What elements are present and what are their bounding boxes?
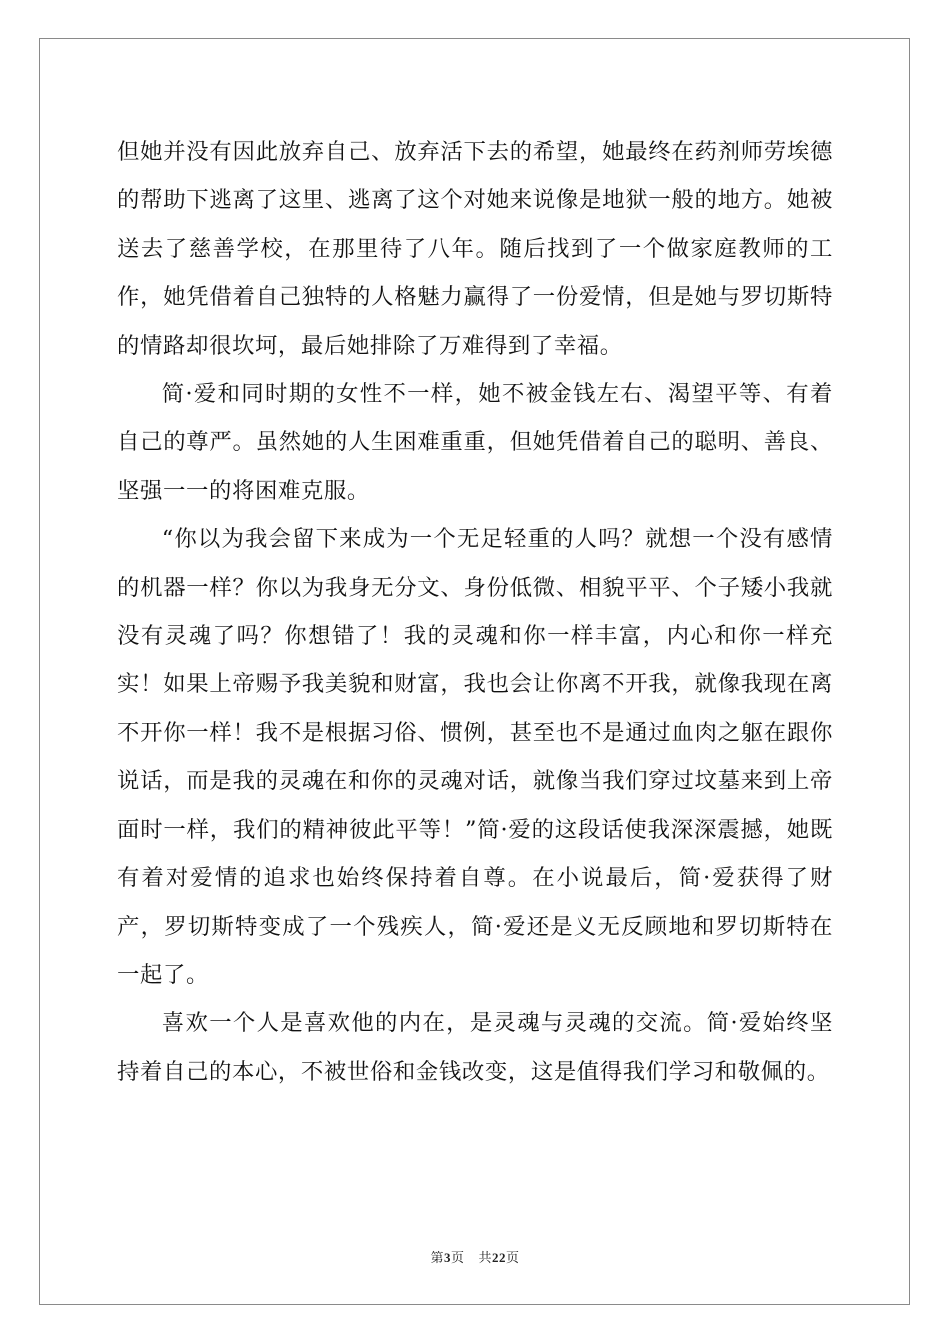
total-prefix: 共 xyxy=(478,1250,493,1265)
page-suffix: 页 xyxy=(450,1250,465,1265)
paragraph-jane-eyre-character: 简·爱和同时期的女性不一样，她不被金钱左右、渴望平等、有着自己的尊严。虽然她的人生困难重重，但她凭借着自己的聪明、善良、坚强一一的将困难克服。 xyxy=(117,381,833,504)
page-footer xyxy=(0,1247,950,1266)
page-number: 3 xyxy=(443,1250,451,1265)
paragraph-quote: “你以为我会留下来成为一个无足轻重的人吗？就想一个没有感情的机器一样？你以为我身无分文、身份低微、相貌平平、个子矮小我就没有灵魂了吗？你想错了！我的灵魂和你一样丰富，内心和你一样充实！如果上帝赐予我美貌和财富，我也会让你离不开我，就像我现在离不开你一样！我不是根据习俗、惯例，甚至也不是通过血肉之躯在跟你说话，而是我的灵魂在和你的灵魂对话，就像当我们穿过坟墓来到上帝面时一样，我们的精神彼此平等！”简·爱的这段话使我深深震撼，她既有着对爱情的追求也始终保持着自尊。在小说最后，简·爱获得了财产，罗切斯特变成了一个残疾人，简·爱还是义无反顾地和罗切斯特在一起了。 xyxy=(117,526,833,988)
total-suffix: 页 xyxy=(506,1250,520,1265)
page-prefix: 第 xyxy=(430,1250,444,1265)
paragraph-conclusion: 喜欢一个人是喜欢他的内在，是灵魂与灵魂的交流。简·爱始终坚持着自己的本心，不被世俗和金钱改变，这是值得我们学习和敬佩的。 xyxy=(117,1010,833,1085)
paragraph-continued: 但她并没有因此放弃自己、放弃活下去的希望，她最终在药剂师劳埃德的帮助下逃离了这里、逃离了这个对她来说像是地狱一般的地方。她被送去了慈善学校，在那里待了八年。随后找到了一个做家庭教师的工作，她凭借着自己独特的人格魅力赢得了一份爱情，但是她与罗切斯特的情路却很坎坷，最后她排除了万难得到了幸福。 xyxy=(117,139,833,359)
document-body xyxy=(117,128,833,1096)
total-pages: 22 xyxy=(492,1250,507,1265)
